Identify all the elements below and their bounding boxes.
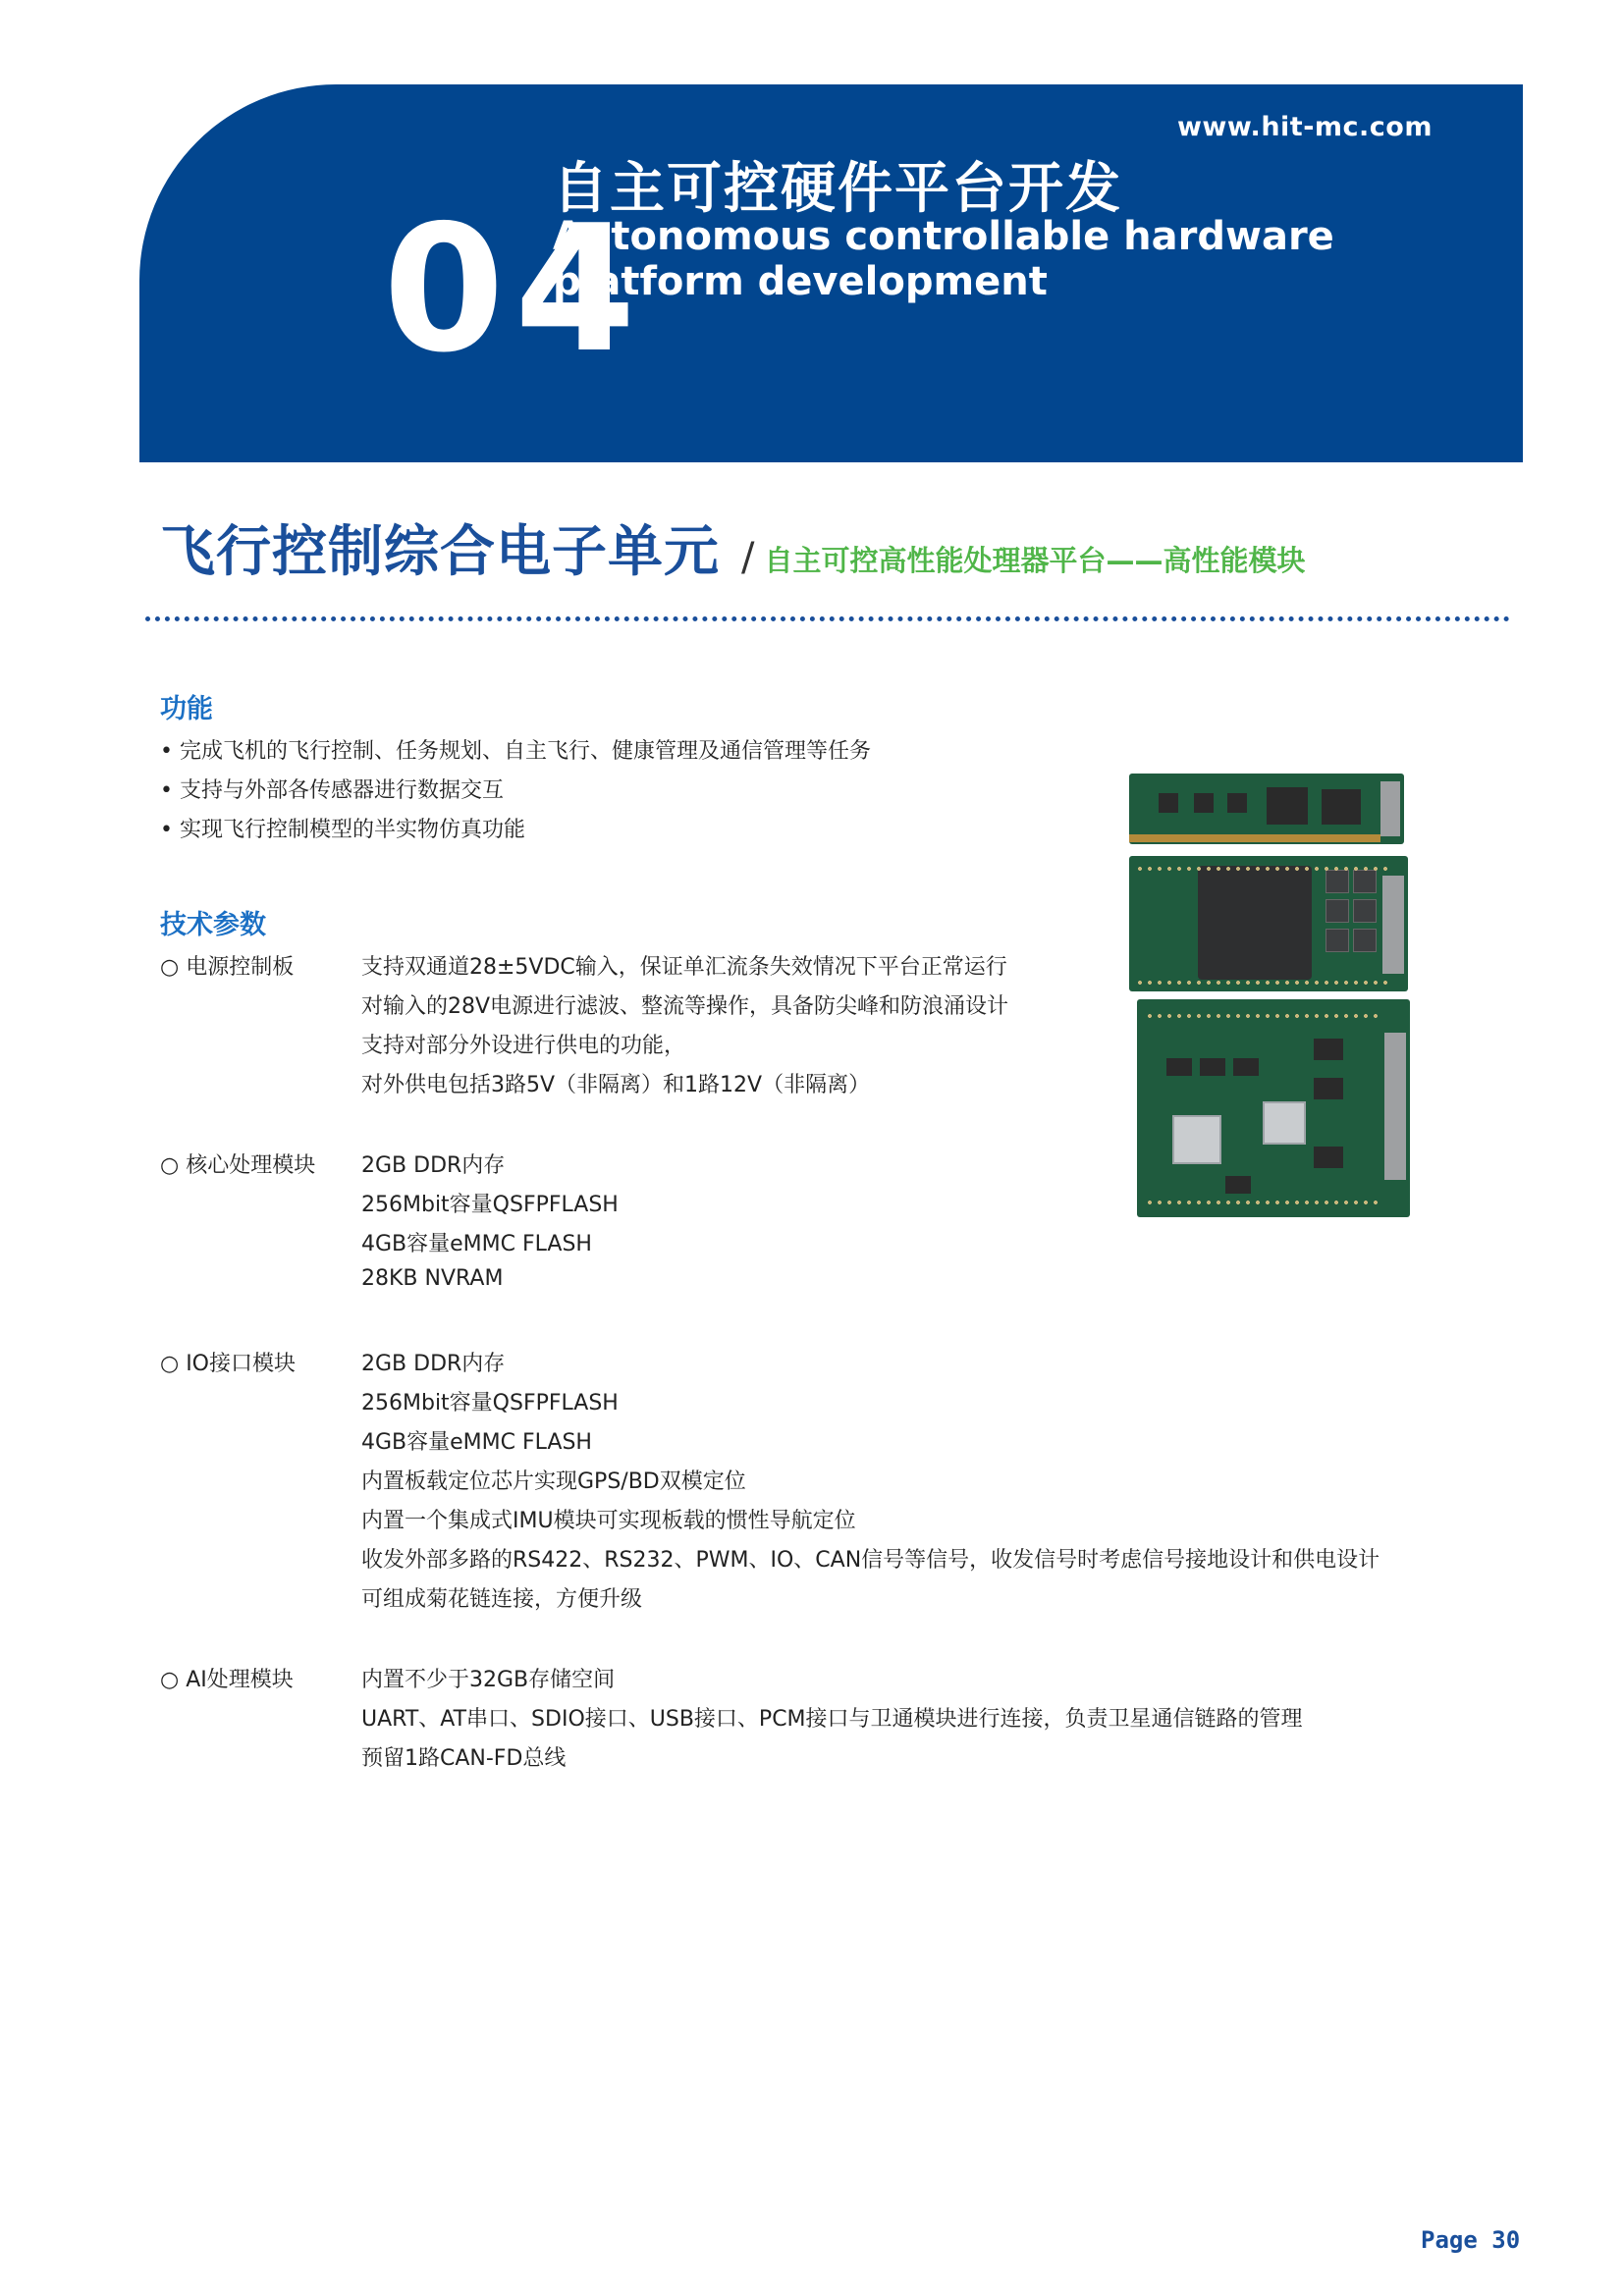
spec-line: 内置不少于32GB存储空间 (361, 1668, 616, 1692)
dotted-divider (145, 616, 1510, 621)
spec-line: 支持对部分外设进行供电的功能， (361, 1034, 686, 1058)
spec-line: 28KB NVRAM (361, 1266, 504, 1291)
pcb-chip (1227, 793, 1247, 813)
pcb-chip (1200, 1058, 1225, 1076)
chapter-title-en-line2: platform development (553, 259, 1048, 304)
spec-label-io: ○ IO接口模块 (160, 1352, 296, 1376)
spec-line: 支持双通道28±5VDC输入，保证单汇流条失效情况下平台正常运行 (361, 955, 1007, 980)
pcb-via-row (1135, 980, 1390, 986)
spec-line: 内置板载定位芯片实现GPS/BD双模定位 (361, 1469, 746, 1494)
spec-line: 对外供电包括3路5V（非隔离）和1路12V（非隔离） (361, 1073, 871, 1097)
pcb-connector (1382, 876, 1404, 974)
pcb-chip (1225, 1176, 1251, 1194)
pcb-via-row (1145, 1200, 1380, 1205)
pcb-heatsink (1198, 866, 1312, 980)
spec-line: 4GB容量eMMC FLASH (361, 1430, 592, 1455)
section-subtitle: 自主可控高性能处理器平台——高性能模块 (764, 544, 1306, 577)
section-heading (160, 508, 1306, 587)
spec-line: 2GB DDR内存 (361, 1352, 506, 1376)
pcb-pad (1325, 899, 1349, 923)
pcb-chip (1233, 1058, 1259, 1076)
section-slash: / (741, 535, 755, 580)
pcb-via-row (1135, 866, 1390, 872)
chapter-title-cn: 自主可控硬件平台开发 (553, 157, 1122, 221)
spec-line: 预留1路CAN-FD总线 (361, 1746, 567, 1771)
chapter-title-en-line1: Autonomous controllable hardware (553, 214, 1334, 259)
pcb-chip (1166, 1058, 1192, 1076)
pcb-gold-edge (1129, 834, 1380, 842)
pcb-connector (1380, 781, 1400, 836)
pcb-chip (1322, 789, 1361, 825)
function-item: • 支持与外部各传感器进行数据交互 (160, 778, 504, 803)
pcb-photo-core-module (1129, 856, 1408, 991)
spec-line: 可组成菊花链连接，方便升级 (361, 1587, 643, 1612)
spec-line: 256Mbit容量QSFPFLASH (361, 1391, 619, 1415)
pcb-pad (1353, 870, 1377, 893)
spec-line: 内置一个集成式IMU模块可实现板载的惯性导航定位 (361, 1509, 856, 1533)
pcb-pad (1353, 899, 1377, 923)
spec-line: 256Mbit容量QSFPFLASH (361, 1193, 619, 1217)
pcb-chip (1194, 793, 1214, 813)
pcb-pad (1325, 929, 1349, 952)
pcb-photo-power-board (1129, 774, 1404, 844)
functions-heading: 功能 (160, 694, 213, 724)
spec-label-core: ○ 核心处理模块 (160, 1153, 316, 1178)
spec-line: 收发外部多路的RS422、RS232、PWM、IO、CAN信号等信号，收发信号时考虑信号接地设计和供电设计 (361, 1548, 1380, 1573)
pcb-chip (1159, 793, 1178, 813)
pcb-chip (1314, 1078, 1343, 1099)
spec-line: 对输入的28V电源进行滤波、整流等操作，具备防尖峰和防浪涌设计 (361, 994, 1009, 1019)
pcb-processor (1263, 1101, 1306, 1145)
pcb-connector (1384, 1033, 1406, 1180)
spec-label-power: ○ 电源控制板 (160, 955, 295, 980)
spec-line: 2GB DDR内存 (361, 1153, 506, 1178)
pcb-chip (1314, 1147, 1343, 1168)
chapter-number: 04 (383, 187, 646, 391)
section-main-title: 飞行控制综合电子单元 (160, 520, 720, 584)
pcb-pad (1325, 870, 1349, 893)
function-item: • 完成飞机的飞行控制、任务规划、自主飞行、健康管理及通信管理等任务 (160, 739, 871, 764)
function-item: • 实现飞行控制模型的半实物仿真功能 (160, 818, 525, 842)
specs-heading: 技术参数 (160, 910, 266, 940)
spec-line: UART、AT串口、SDIO接口、USB接口、PCM接口与卫通模块进行连接，负责卫星通信链路的管理 (361, 1707, 1303, 1732)
pcb-processor (1172, 1115, 1221, 1164)
pcb-via-row (1145, 1013, 1380, 1019)
pcb-photo-io-module (1137, 999, 1410, 1217)
chapter-title-en (553, 214, 1334, 304)
pcb-chip (1314, 1039, 1343, 1060)
spec-line: 4GB容量eMMC FLASH (361, 1232, 592, 1256)
website-url[interactable]: www.hit-mc.com (1176, 112, 1433, 142)
pcb-chip (1267, 787, 1308, 825)
spec-label-ai: ○ AI处理模块 (160, 1668, 294, 1692)
pcb-pad (1353, 929, 1377, 952)
page-number: Page 30 (1421, 2226, 1521, 2254)
